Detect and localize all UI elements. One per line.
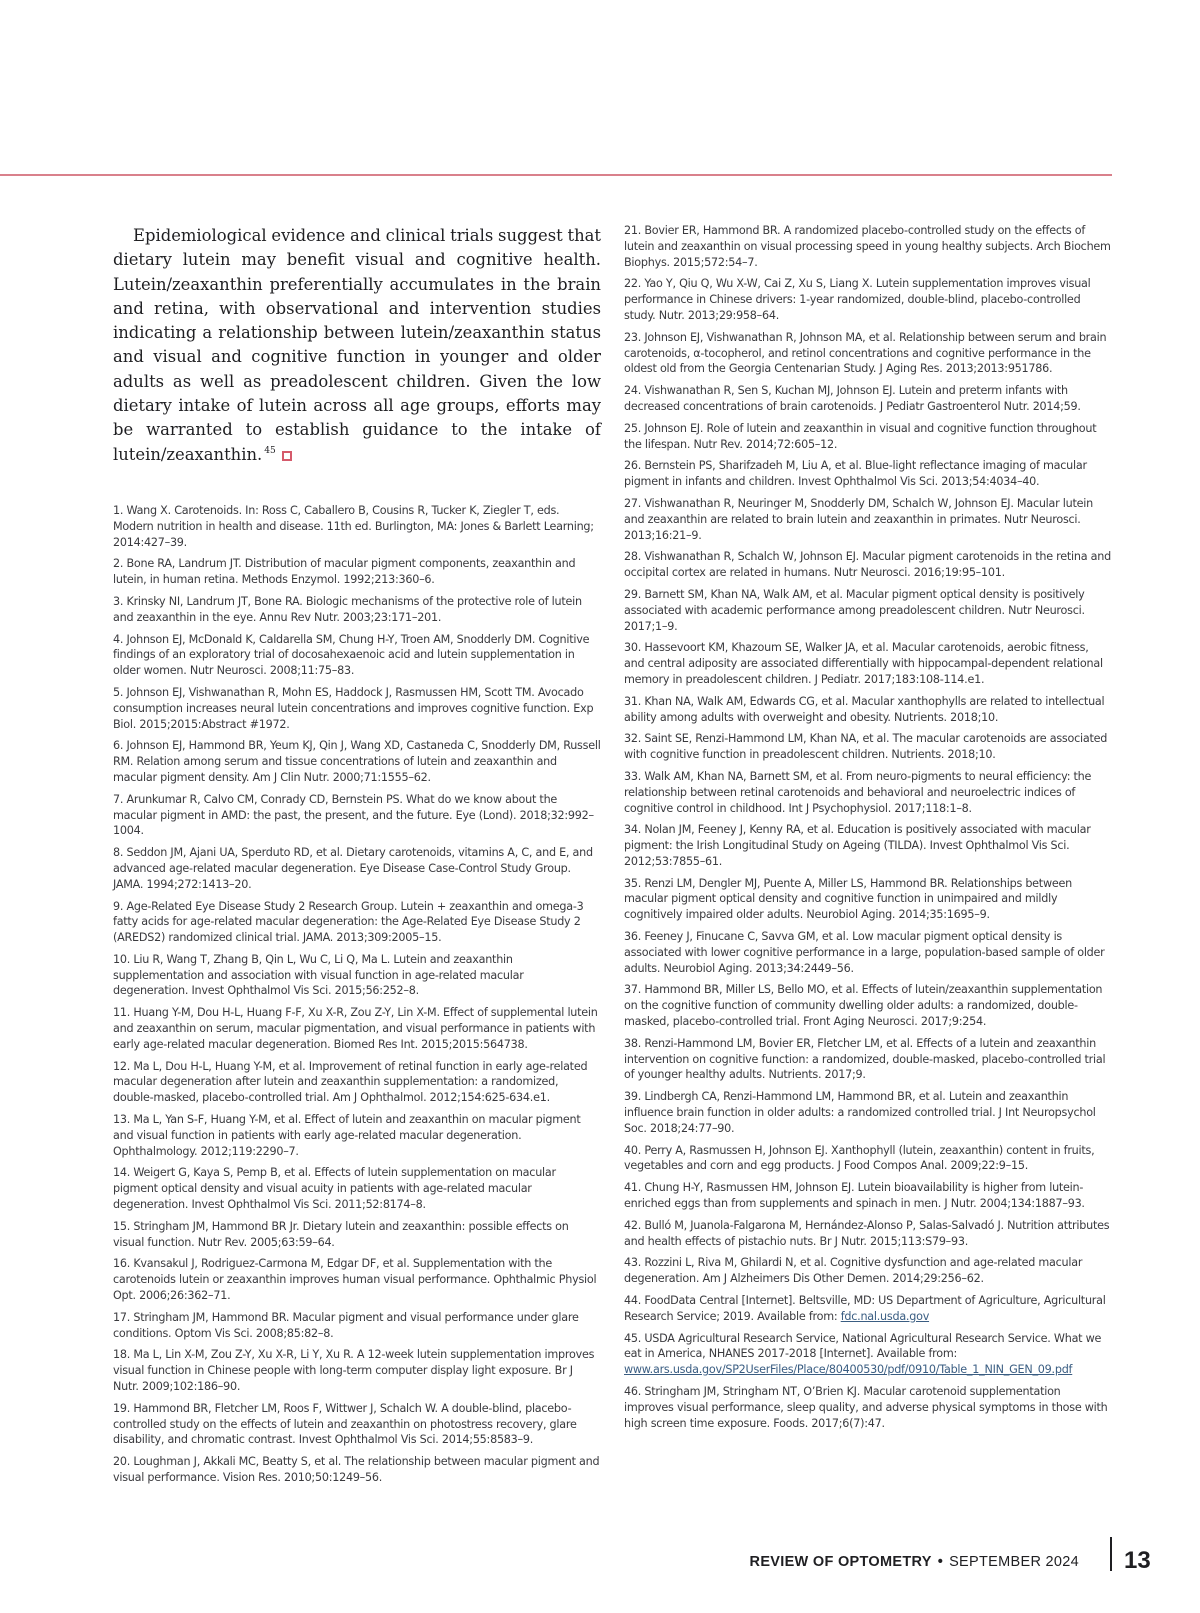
reference-item: 24. Vishwanathan R, Sen S, Kuchan MJ, Johnson EJ. Lutein and preterm infants with decreased concentrations of brain carotenoids. J Pediatr Gastroenterol Nutr. 2014;59. [624,384,1081,413]
reference-item: 20. Loughman J, Akkali MC, Beatty S, et al. The relationship between macular pigment and visual performance. Vision Res. 2010;50:1249–56. [113,1455,600,1484]
reference-item: 1. Wang X. Carotenoids. In: Ross C, Caballero B, Cousins R, Tucker K, Ziegler T, eds. Modern nutrition in health and disease. 11th ed. Burlington, MA: Jones & Barlett Learning; 2014:427–39. [113,503,594,549]
left-column [113,224,601,1486]
reference-item: 39. Lindbergh CA, Renzi-Hammond LM, Hammond BR, et al. Lutein and zeaxanthin influence brain function in older adults: a randomized controlled trial. J Int Neuropsychol Soc. 2018;24:77–90. [624,1090,1096,1135]
article-end-mark-icon [282,451,292,461]
reference-item: 2. Bone RA, Landrum JT. Distribution of macular pigment components, zeaxanthin and lutein, in human retina. Methods Enzymol. 1992;213:360–6. [113,557,576,587]
reference-item: 16. Kvansakul J, Rodriguez-Carmona M, Edgar DF, et al. Supplementation with the carotenoids lutein or zeaxanthin improves human visual performance. Ophthalmic Physiol Opt. 2006;26:362–71. [113,1257,597,1303]
reference-text: 45. USDA Agricultural Research Service, National Agricultural Research Service. What we eat in America, NHANES 2017-2018 [Internet]. Available from: [624,1331,1102,1361]
reference-item: 29. Barnett SM, Khan NA, Walk AM, et al. Macular pigment optical density is positively associated with academic performance among preadolescent children. Nutr Neurosci. 2017;1–9. [624,587,1085,633]
reference-item: 43. Rozzini L, Riva M, Ghilardi N, et al. Cognitive dysfunction and age-related macular degeneration. Am J Alzheimers Dis Other Demen. 2014;29:256–62. [624,1256,1083,1286]
reference-item-44 [624,1293,1111,1325]
publication-name: REVIEW OF OPTOMETRY [749,1554,932,1570]
conclusion-paragraph [113,224,601,467]
reference-link-fdc[interactable]: fdc.nal.usda.gov [840,1309,930,1323]
reference-item: 23. Johnson EJ, Vishwanathan R, Johnson MA, et al. Relationship between serum and brain carotenoids, α-tocopherol, and retinol concentrations and cognitive performance in the oldest old from the Georgia Centenarian Study. J Aging Res. 2013;2013:951786. [624,330,1107,376]
reference-item: 21. Bovier ER, Hammond BR. A randomized placebo-controlled study on the effects of lutein and zeaxanthin on visual processing speed in young healthy subjects. Arch Biochem Biophys. 2015;572:54–7. [624,224,1111,269]
reference-item: 33. Walk AM, Khan NA, Barnett SM, et al. From neuro-pigments to neural efficiency: the relationship between retinal carotenoids and behavioral and neuroelectric indices of cognitive control in childhood. Int J Psychophysiol. 2017;118:1–8. [624,769,1092,815]
reference-item: 42. Bulló M, Juanola-Falgarona M, Hernández-Alonso P, Salas-Salvadó J. Nutrition attributes and health effects of pistachio nuts. Br J Nutr. 2015;113:S79–93. [624,1218,1110,1248]
reference-item: 17. Stringham JM, Hammond BR. Macular pigment and visual performance under glare conditions. Optom Vis Sci. 2008;85:82–8. [113,1310,579,1340]
reference-item: 9. Age-Related Eye Disease Study 2 Research Group. Lutein + zeaxanthin and omega-3 fatty acids for age-related macular degeneration: the Age-Related Eye Disease Study 2 (AREDS2) randomized clinical trial. JAMA. 2013;309:2005–15. [113,899,584,945]
reference-item: 40. Perry A, Rasmussen H, Johnson EJ. Xanthophyll (lutein, zeaxanthin) content in fruits, vegetables and corn and egg products. J Food Compos Anal. 2009;22:9–15. [624,1143,1095,1173]
reference-item: 13. Ma L, Yan S-F, Huang Y-M, et al. Effect of lutein and zeaxanthin on macular pigment and visual function in patients with early age-related macular degeneration. Ophthalmology. 2012;119:2290–7. [113,1113,581,1158]
reference-item: 22. Yao Y, Qiu Q, Wu X-W, Cai Z, Xu S, Liang X. Lutein supplementation improves visual performance in Chinese drivers: 1-year randomized, double-blind, placebo-controlled study. Nutr. 2013;29:958–64. [624,277,1091,322]
reference-item: 26. Bernstein PS, Sharifzadeh M, Liu A, et al. Blue-light reflectance imaging of macular pigment in infants and children. Invest Ophthalmol Vis Sci. 2013;54:4034–40. [624,459,1087,489]
references-list-right-links [624,1293,1111,1431]
page-footer [750,1554,1079,1570]
reference-item: 19. Hammond BR, Fletcher LM, Roos F, Wittwer J, Schalch W. A double-blind, placebo-controlled study on the effects of lutein and zeaxanthin on photostress recovery, glare disability, and chromatic contrast. Invest Ophthalmol Vis Sci. 2014;55:8583–9. [113,1401,577,1447]
reference-item: 35. Renzi LM, Dengler MJ, Puente A, Miller LS, Hammond BR. Relationships between macular pigment optical density and cognitive function in unimpaired and mildly cognitively impaired older adults. Neurobiol Aging. 2014;35:1695–9. [624,876,1072,922]
right-column [624,223,1111,1431]
reference-item: 28. Vishwanathan R, Schalch W, Johnson EJ. Macular pigment carotenoids in the retina and occipital cortex are related in humans. Nutr Neurosci. 2016;19:95–101. [624,550,1111,580]
reference-item: 8. Seddon JM, Ajani UA, Sperduto RD, et al. Dietary carotenoids, vitamins A, C, and E, and advanced age-related macular degeneration. Eye Disease Case-Control Study Group. JAMA. 1994;272:1413–20. [113,846,593,891]
reference-link-ars[interactable]: www.ars.usda.gov/SP2UserFiles/Place/80400530/pdf/0910/Table_1_NIN_GEN_09.pdf [624,1363,1073,1377]
reference-item: 12. Ma L, Dou H-L, Huang Y-M, et al. Improvement of retinal function in early age-related macular degeneration after lutein and zeaxanthin supplementation: a randomized, double-masked, placebo-controlled trial. Am J Ophthalmol. 2012;154:625-634.e1. [113,1059,588,1105]
reference-item: 41. Chung H-Y, Rasmussen HM, Johnson EJ. Lutein bioavailability is higher from lutein-enriched eggs than from supplements and spinach in men. J Nutr. 2004;134:1887–93. [624,1181,1085,1211]
reference-item: 14. Weigert G, Kaya S, Pemp B, et al. Effects of lutein supplementation on macular pigment optical density and visual acuity in patients with age-related macular degeneration. Invest Ophthalmol Vis Sci. 2011;52:8174–8. [113,1166,556,1212]
issue-date: SEPTEMBER 2024 [949,1554,1079,1570]
reference-item: 18. Ma L, Lin X-M, Zou Z-Y, Xu X-R, Li Y, Xu R. A 12-week lutein supplementation improves visual function in Chinese people with long-term computer display light exposure. Br J Nutr. 2009;102:186–90. [113,1348,595,1394]
reference-item: 5. Johnson EJ, Vishwanathan R, Mohn ES, Haddock J, Rasmussen HM, Scott TM. Avocado consumption increases neural lutein concentrations and improves cognitive function. Exp Biol. 2015;2015:Abstract #1972. [113,685,594,731]
reference-item: 30. Hassevoort KM, Khazoum SE, Walker JA, et al. Macular carotenoids, aerobic fitness, and central adiposity are associated differentially with hippocampal-dependent relational memory in preadolescent children. J Pediatr. 2017;183:108-114.e1. [624,641,1103,686]
reference-item-46: 46. Stringham JM, Stringham NT, O’Brien KJ. Macular carotenoid supplementation improves visual performance, sleep quality, and adverse physical symptoms in those with high screen time exposure. Foods. 2017;6(7):47. [624,1385,1108,1430]
header-divider-rule [0,174,1112,176]
reference-item: 32. Saint SE, Renzi-Hammond LM, Khan NA, et al. The macular carotenoids are associated with cognitive function in preadolescent children. Nutrients. 2018;10. [624,732,1108,762]
page-number: 13 [1124,1547,1151,1574]
reference-item: 6. Johnson EJ, Hammond BR, Yeum KJ, Qin J, Wang XD, Castaneda C, Snodderly DM, Russell RM. Relation among serum and tissue concentrations of lutein and zeaxanthin and macular pigment density. Am J Clin Nutr. 2000;71:1555–62. [113,739,601,784]
reference-item: 3. Krinsky NI, Landrum JT, Bone RA. Biologic mechanisms of the protective role of lutein and zeaxanthin in the eye. Annu Rev Nutr. 2003;23:171–201. [113,594,582,624]
reference-item: 38. Renzi-Hammond LM, Bovier ER, Fletcher LM, et al. Effects of a lutein and zeaxanthin intervention on cognitive function: a randomized, double-masked, placebo-controlled trial of younger healthy adults. Nutrients. 2017;9. [624,1036,1106,1082]
reference-item: 25. Johnson EJ. Role of lutein and zeaxanthin in visual and cognitive function throughout the lifespan. Nutr Rev. 2014;72:605–12. [624,421,1097,451]
references-list-left [113,503,601,1486]
conclusion-text: Epidemiological evidence and clinical trials suggest that dietary lutein may benefit visual and cognitive health. Lutein/zeaxanthin preferentially accumulates in the brain and retina, with observational and intervention studies indicating a relationship between lutein/zeaxanthin status and visual and cognitive function in younger and older adults as well as preadolescent children. Given the low dietary intake of lutein across all age groups, efforts may be warranted to establish guidance to the intake of lutein/zeaxanthin. [113,226,601,464]
reference-item: 31. Khan NA, Walk AM, Edwards CG, et al. Macular xanthophylls are related to intellectual ability among adults with overweight and obesity. Nutrients. 2018;10. [624,694,1105,724]
reference-item: 15. Stringham JM, Hammond BR Jr. Dietary lutein and zeaxanthin: possible effects on visual function. Nutr Rev. 2005;63:59–64. [113,1219,569,1249]
reference-item: 4. Johnson EJ, McDonald K, Caldarella SM, Chung H-Y, Troen AM, Snodderly DM. Cognitive findings of an exploratory trial of docosahexaenoic acid and lutein supplementation in older women. Nutr Neurosci. 2008;11:75–83. [113,632,590,678]
citation-superscript: 45 [264,446,276,457]
reference-text: 44. FoodData Central [Internet]. Beltsville, MD: US Department of Agriculture, Agricultural Research Service; 2019. Available from: [624,1294,1106,1323]
reference-item: 36. Feeney J, Finucane C, Savva GM, et al. Low macular pigment optical density is associated with lower cognitive performance in a large, population-based sample of older adults. Neurobiol Aging. 2013;34:2449–56. [624,930,1105,975]
reference-item: 37. Hammond BR, Miller LS, Bello MO, et al. Effects of lutein/zeaxanthin supplementation on the cognitive function of community dwelling older adults: a randomized, double-masked, placebo-controlled trial. Front Aging Neurosci. 2017;9:254. [624,983,1103,1029]
reference-item: 34. Nolan JM, Feeney J, Kenny RA, et al. Education is positively associated with macular pigment: the Irish Longitudinal Study on Ageing (TILDA). Invest Ophthalmol Vis Sci. 2012;53:7855–61. [624,823,1091,868]
reference-item: 7. Arunkumar R, Calvo CM, Conrady CD, Bernstein PS. What do we know about the macular pigment in AMD: the past, the present, and the future. Eye (Lond). 2018;32:992–1004. [113,792,594,838]
reference-item: 11. Huang Y-M, Dou H-L, Huang F-F, Xu X-R, Zou Z-Y, Lin X-M. Effect of supplemental lutein and zeaxanthin on serum, macular pigmentation, and visual performance in patients with early age-related macular degeneration. Biomed Res Int. 2015;2015:564738. [113,1006,598,1051]
footer-divider-rule [1110,1537,1112,1571]
reference-item-45 [624,1331,1111,1378]
reference-item: 10. Liu R, Wang T, Zhang B, Qin L, Wu C, Li Q, Ma L. Lutein and zeaxanthin supplementation and association with visual function in age-related macular degeneration. Invest Ophthalmol Vis Sci. 2015;56:252–8. [113,952,524,998]
footer-separator: • [937,1554,944,1570]
references-list-right [624,223,1111,1287]
reference-item: 27. Vishwanathan R, Neuringer M, Snodderly DM, Schalch W, Johnson EJ. Macular lutein and zeaxanthin are related to brain lutein and zeaxanthin in primates. Nutr Neurosci. 2013;16:21–9. [624,496,1093,542]
